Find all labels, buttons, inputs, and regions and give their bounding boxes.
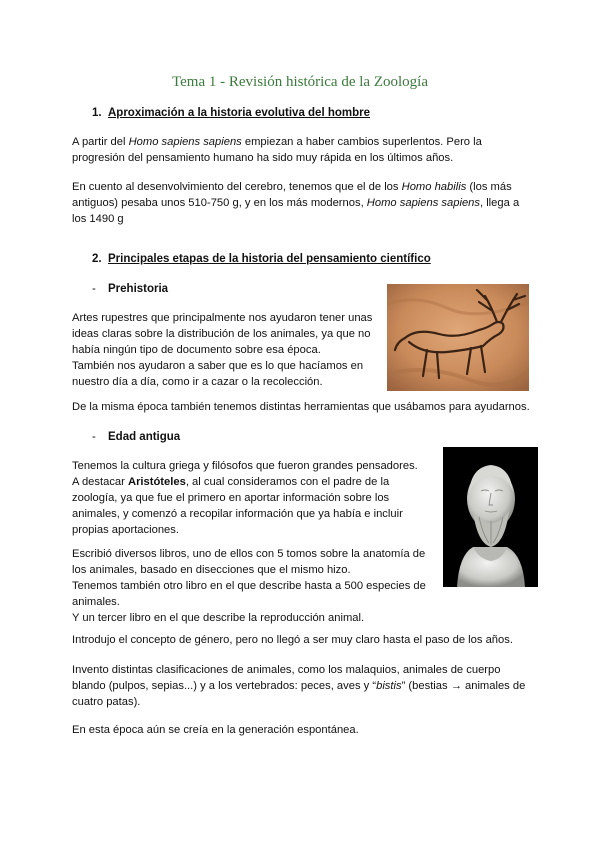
paragraph-homo-sapiens xyxy=(72,134,482,166)
paragraph-cerebro xyxy=(72,179,519,227)
text-line: cuatro patas). xyxy=(72,696,141,708)
text-fragment: , al cual consideramos con el padre de la xyxy=(185,476,390,488)
cave-painting-image xyxy=(387,284,529,391)
text-line: En esta época aún se creía en la generación espontánea. xyxy=(72,724,359,736)
text-line: propias aportaciones. xyxy=(72,524,179,536)
paragraph-libros xyxy=(72,546,426,626)
text-line: progresión del pensamiento humano ha sido muy rápida en los últimos años. xyxy=(72,152,454,164)
text-line: zoología, ya que fue el primero en aportar información sobre los xyxy=(72,492,390,504)
text-fragment: En cuento al desenvolvimiento del cerebro, tenemos que el de los xyxy=(72,181,402,193)
text-line: Tenemos la cultura griega y filósofos que fueron grandes pensadores. xyxy=(72,460,418,472)
paragraph-herramientas xyxy=(72,399,530,415)
paragraph-cultura-griega xyxy=(72,458,418,538)
italic-term: bistis xyxy=(376,680,402,692)
text-fragment: empiezan a haber cambios superlentos. Pero la xyxy=(241,136,482,148)
aristotle-bust-image xyxy=(443,447,538,587)
text-line: Invento distintas clasificaciones de animales, como los malaquios, animales de cuerpo xyxy=(72,664,501,676)
document-title: Tema 1 - Revisión histórica de la Zoología xyxy=(172,74,428,90)
text-line: También nos ayudaron a saber que es lo que hacíamos en xyxy=(72,360,364,372)
text-line: De la misma época también tenemos distintas herramientas que usábamos para ayudarnos. xyxy=(72,401,530,413)
section-1-title: Aproximación a la historia evolutiva del hombre xyxy=(108,107,371,119)
paragraph-artes-rupestres xyxy=(72,310,372,390)
text-fragment: , llega a xyxy=(479,197,520,209)
text-line: los 1490 g xyxy=(72,213,124,225)
section-2-number: 2. xyxy=(92,253,102,265)
text-line: Tenemos también otro libro en el que describe hasta a 500 especies de xyxy=(72,580,426,592)
text-line: ideas claras sobre la distribución de los animales, ya que no xyxy=(72,328,371,340)
text-line: Y un tercer libro en el que describe la reproducción animal. xyxy=(72,612,365,624)
text-fragment: A destacar xyxy=(72,476,128,488)
text-line: animales. xyxy=(72,596,120,608)
text-line: había ningún tipo de documento sobre esa época. xyxy=(72,344,321,356)
subsection-title: Edad antigua xyxy=(108,431,181,443)
text-fragment: A partir del xyxy=(72,136,129,148)
text-line: Introdujo el concepto de género, pero no llegó a ser muy claro hasta el paso de los años. xyxy=(72,634,513,646)
bullet-dash: - xyxy=(92,283,96,295)
bold-term: Aristóteles xyxy=(127,476,186,488)
subsection-title: Prehistoria xyxy=(108,283,169,295)
paragraph-genero xyxy=(72,632,513,648)
text-fragment: blando (pulpos, sepias...) y a los vertebrados: peces, aves y “ xyxy=(72,680,377,692)
text-fragment: (los más xyxy=(466,181,512,193)
text-line: animales, y comenzó a recopilar información que ya había e incluir xyxy=(72,508,403,520)
paragraph-generacion-espontanea xyxy=(72,722,359,738)
italic-term: Homo sapiens sapiens xyxy=(366,197,480,209)
paragraph-clasificaciones xyxy=(72,662,525,710)
section-2-title: Principales etapas de la historia del pensamiento científico xyxy=(108,253,431,265)
text-line: los animales, basado en disecciones que el mismo hizo. xyxy=(72,564,351,576)
text-line: Escribió diversos libros, uno de ellos con 5 tomos sobre la anatomía de xyxy=(72,548,426,560)
text-line: Artes rupestres que principalmente nos ayudaron tener unas xyxy=(72,312,373,324)
text-fragment: ” (bestias → animales de xyxy=(401,680,526,692)
bullet-dash: - xyxy=(92,431,96,443)
section-1-number: 1. xyxy=(92,107,102,119)
text-fragment: antiguos) pesaba unos 510-750 g, y en los más modernos, xyxy=(72,197,367,209)
text-line: nuestro día a día, como ir a cazar o la recolección. xyxy=(72,376,323,388)
italic-term: Homo habilis xyxy=(401,181,467,193)
italic-term: Homo sapiens sapiens xyxy=(128,136,242,148)
